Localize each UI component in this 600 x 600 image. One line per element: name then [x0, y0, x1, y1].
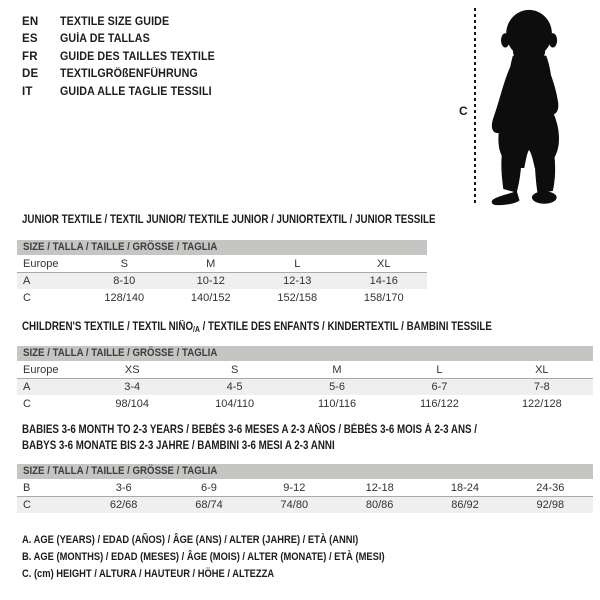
- table-cell: 80/86: [365, 499, 394, 511]
- babies-title-line-1-text: BABIES 3-6 MONTH TO 2-3 YEARS / BEBÉS 3-6 MESES A 2-3 AÑOS / BÉBÉS 3-6 MOIS À 2-3 ANS /: [22, 424, 478, 436]
- children-table-title-text: [22, 319, 492, 338]
- row-label: A: [23, 381, 31, 393]
- table-cell: 152/158: [277, 291, 318, 304]
- height-dimension-label: C: [459, 104, 468, 118]
- table-header-text: SIZE / TALLA / TAILLE / GRÖSSE / TAGLIA: [23, 465, 218, 477]
- row-label: C: [23, 397, 31, 410]
- table-row: [17, 479, 593, 496]
- legend-line-b-text: B. AGE (MONTHS) / EDAD (MESES) / ÂGE (MOIS) / ALTER (MONATE) / ETÀ (MESI): [22, 551, 385, 563]
- table-header-bar: [17, 464, 593, 479]
- table-cell: 18-24: [450, 481, 480, 494]
- table-cell: L: [436, 363, 443, 376]
- legend: [22, 534, 449, 585]
- language-row: [22, 66, 227, 84]
- table-body: [17, 255, 427, 306]
- title-part-pre: CHILDREN'S TEXTILE / TEXTIL NIÑO: [22, 321, 194, 333]
- language-title: GUIDE DES TAILLES TEXTILE: [60, 50, 215, 63]
- title-part-subscript: /A: [193, 325, 200, 334]
- table-cell: 92/98: [536, 499, 565, 511]
- legend-line-c-text: C. (cm) HEIGHT / ALTURA / HAUTEUR / HÖHE / ALTEZZA: [22, 568, 275, 580]
- table-header-text: SIZE / TALLA / TAILLE / GRÖSSE / TAGLIA: [23, 347, 218, 359]
- table-cell: 9-12: [283, 481, 306, 494]
- table-cell: S: [230, 363, 239, 376]
- babies-table-title: [22, 422, 557, 454]
- language-code: ES: [22, 33, 38, 46]
- language-title: TEXTILE SIZE GUIDE: [60, 15, 170, 28]
- table-cell: XL: [535, 363, 549, 376]
- table-cell: 140/152: [190, 291, 231, 304]
- table-cell: M: [206, 257, 216, 270]
- legend-line-b: [22, 551, 449, 568]
- table-cell: 24-36: [536, 481, 565, 494]
- table-cell: 3-6: [115, 481, 132, 494]
- table-cell: 122/128: [521, 397, 562, 410]
- row-label: Europe: [23, 257, 59, 270]
- babies-title-line-2: [22, 438, 557, 454]
- table-cell: 12-18: [365, 481, 394, 494]
- table-cell: 158/170: [363, 291, 404, 304]
- language-title-list: [22, 13, 227, 101]
- table-cell: 5-6: [329, 381, 345, 393]
- height-measure-figure: [450, 6, 585, 208]
- table-header-text: SIZE / TALLA / TAILLE / GRÖSSE / TAGLIA: [23, 241, 218, 253]
- babies-title-line-1: [22, 422, 557, 438]
- table-row: [17, 289, 427, 306]
- language-row: [22, 83, 227, 101]
- table-cell: 74/80: [280, 499, 309, 511]
- table-cell: 8-10: [113, 275, 136, 287]
- table-row: [17, 255, 427, 272]
- row-label: B: [23, 481, 31, 494]
- language-title: TEXTILGRÖßENFÜHRUNG: [60, 68, 198, 81]
- language-row: [22, 48, 227, 66]
- legend-line-a: [22, 534, 449, 551]
- legend-line-c: [22, 568, 449, 585]
- language-code: IT: [22, 85, 33, 98]
- junior-size-table: [17, 240, 427, 306]
- table-cell: 110/116: [317, 397, 357, 410]
- language-row: [22, 13, 227, 31]
- table-cell: 104/110: [215, 397, 255, 410]
- table-cell: S: [120, 257, 128, 270]
- table-cell: 98/104: [115, 397, 150, 410]
- row-label: C: [23, 291, 31, 304]
- language-code: FR: [22, 50, 38, 63]
- legend-line-a-text: A. AGE (YEARS) / EDAD (AÑOS) / ÂGE (ANS) / ALTER (JAHRE) / ETÀ (ANNI): [22, 534, 359, 546]
- table-cell: 10-12: [196, 275, 225, 287]
- babies-title-line-2-text: BABYS 3-6 MONATE BIS 2-3 JAHRE / BAMBINI 3-6 MESI A 2-3 ANNI: [22, 440, 335, 452]
- table-header-bar: [17, 346, 593, 361]
- table-body: [17, 361, 593, 412]
- table-body: [17, 479, 593, 513]
- table-row: [17, 272, 427, 289]
- table-cell: 68/74: [195, 499, 223, 511]
- table-cell: XS: [124, 363, 140, 376]
- table-cell: 4-5: [226, 381, 243, 393]
- children-table-title: [22, 319, 575, 338]
- table-cell: 3-4: [124, 381, 141, 393]
- table-cell: 12-13: [283, 275, 312, 287]
- table-cell: 6-9: [201, 481, 217, 494]
- table-cell: XL: [377, 257, 391, 270]
- table-cell: 14-16: [369, 275, 398, 287]
- table-header-bar: [17, 240, 427, 255]
- babies-size-table: [17, 464, 593, 513]
- row-label: A: [23, 275, 31, 287]
- table-cell: 62/68: [109, 499, 138, 511]
- table-cell: L: [294, 257, 301, 270]
- junior-table-title-text: JUNIOR TEXTILE / TEXTIL JUNIOR/ TEXTILE JUNIOR / JUNIORTEXTIL / JUNIOR TESSILE: [22, 214, 436, 226]
- language-row: [22, 31, 227, 49]
- language-title: GUÍA DE TALLAS: [60, 33, 150, 46]
- table-row: [17, 395, 593, 412]
- table-cell: 86/92: [451, 499, 479, 511]
- height-dashed-line: [474, 8, 476, 206]
- row-label: C: [23, 499, 31, 511]
- table-row: [17, 361, 593, 378]
- table-cell: 6-7: [431, 381, 448, 393]
- table-cell: M: [332, 363, 342, 376]
- baby-silhouette-icon: [484, 8, 576, 208]
- table-row: [17, 378, 593, 395]
- language-title: GUIDA ALLE TAGLIE TESSILI: [60, 85, 212, 98]
- table-cell: 7-8: [533, 381, 550, 393]
- language-code: EN: [22, 15, 39, 28]
- junior-table-title: [22, 212, 508, 228]
- row-label: Europe: [23, 363, 59, 376]
- language-code: DE: [22, 68, 39, 81]
- title-part-post: / TEXTILE DES ENFANTS / KINDERTEXTIL / BAMBINI TESSILE: [199, 321, 492, 333]
- table-cell: 128/140: [104, 291, 145, 304]
- table-cell: 116/122: [419, 397, 459, 410]
- children-size-table: [17, 346, 593, 412]
- table-row: [17, 496, 593, 513]
